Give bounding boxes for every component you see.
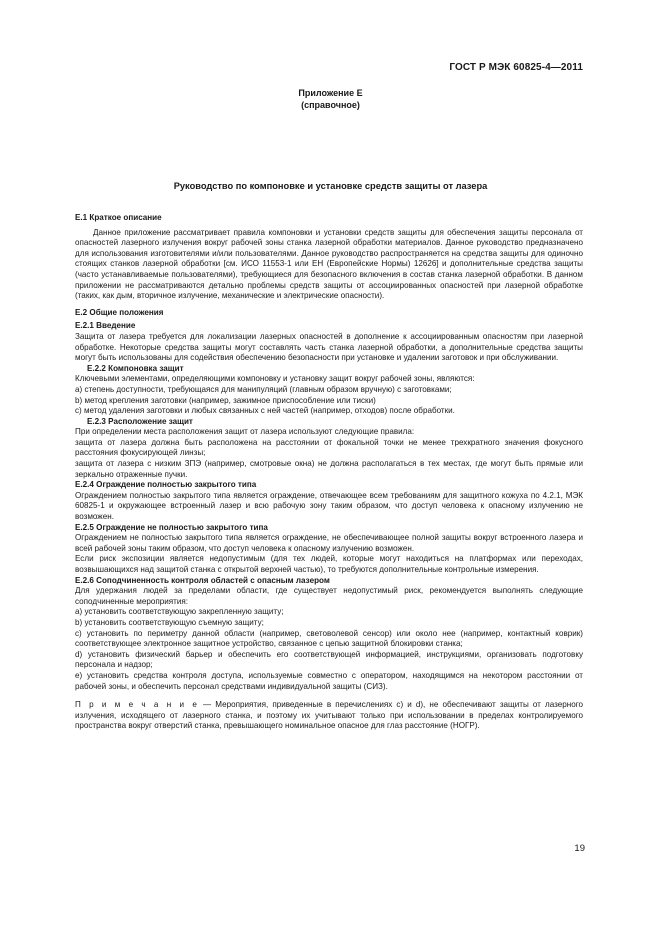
page-number: 19 [574, 843, 585, 854]
section-e2-heading: Е.2 Общие положения [75, 307, 164, 317]
section-e23-rule-2: защита от лазера с низким ЗПЭ (например, смотровые окна) не должна располагаться в тех местах, где могут быть прямые или зеркально отраженные пучки. [75, 459, 583, 479]
annex-heading [0, 88, 661, 111]
section-e23-heading: Е.2.3 Расположение защит [87, 416, 193, 426]
document-body [75, 213, 583, 732]
section-e24-text: Ограждением полностью закрытого типа является ограждение, отвечающее всем требованиям для защитного кожуха по 4.2.1, МЭК 60825-1 и окружающее встроенный лазер и всю рабочую зону таким образом, что доступ человека к опасному излучению не возможен. [75, 490, 583, 522]
section-e22-item-b: b) метод крепления заготовки (например, зажимное приспособление или тиски) [75, 395, 376, 405]
section-e22-intro: Ключевыми элементами, определяющими компоновку и установку защит вокруг рабочей зоны, являются: [75, 374, 475, 384]
section-e1-text: Данное приложение рассматривает правила компоновки и установки средств защиты для обеспечения защиты персонала от опасностей лазерного излучения вокруг рабочей зоны станка лазерной обработки материалов. Данное руководство предназначено для использования изготовителями и/или пользователями. Данное руководство распространяется на средства защиты для одиночно стоящих станков лазерной обработки [см. ИСО 11553-1 или ЕН (Европейские Нормы) 12626] и дополнительные средства защиты (часто устанавливаемые пользователями), требующиеся для безопасного включения в состав станка лазерной обработки. В данном приложении не рассматриваются детально проблемы средств защиты от ассоциированных опасностей при лазерной обработке (таких, как дым, вторичное излучение, механические и электрические опасности). [75, 227, 583, 301]
section-e23-intro: При определении места расположения защит от лазера используют следующие правила: [75, 427, 415, 437]
section-e23-rule-1: защита от лазера должна быть расположена на расстоянии от фокальной точки не менее трехкратного значения фокусного расстояния фокусирующей линзы; [75, 437, 583, 458]
section-e26-item-a: а) установить соответствующую закрепленную защиту; [75, 607, 284, 617]
section-e21-text: Защита от лазера требуется для локализации лазерных опасностей в дополнение к ассоциированным опасностям при лазерной обработке. Некоторые средства защиты могут составлять часть станка лазерной обработки, а дополнительные средства защиты могут быть использованы для содействия обеспечению безопасности при установке и удалении заготовок и при обслуживании. [75, 331, 583, 363]
section-e26-item-c: с) установить по периметру данной области (например, световолевой сенсор) или около нее (например, контактный коврик) соответствующее электронное защитное устройство, связанное с цепью защитной блокировки станка; [75, 628, 583, 649]
section-e26-heading: Е.2.6 Соподчиненность контроля областей с опасным лазером [75, 575, 330, 585]
annex-title: Приложение Е [298, 88, 363, 98]
note-label: П р и м е ч а н и е [75, 700, 199, 710]
section-e26-intro: Для удержания людей за пределами области, где существует недопустимый риск, рекомендуется выполнять следующие соподчиненные мероприятия: [75, 586, 583, 606]
section-e26-item-e: е) установить средства контроля доступа, используемые совместно с оператором, находящимся на некотором расстоянии от рабочей зоны, и обеспечить персонал средствами индивидуальной защиты (СИЗ). [75, 670, 583, 691]
document-header: ГОСТ Р МЭК 60825-4—2011 [449, 62, 583, 73]
section-e25-heading: Е.2.5 Ограждение не полностью закрытого типа [75, 522, 268, 532]
section-e1-heading: Е.1 Краткое описание [75, 213, 162, 222]
section-e22-item-a: а) степень доступности, требующаяся для манипуляций (главным образом вручную) с заготовками; [75, 384, 452, 394]
section-e22-heading: Е.2.2 Компоновка защит [87, 363, 184, 373]
section-e26-item-d: d) установить физический барьер и обеспечить его соответствующей информацией, инструкциями, организовать подготовку персонала и надзор; [75, 649, 583, 670]
annex-note: (справочное) [301, 99, 360, 110]
section-e22-item-c: с) метод удаления заготовки и любых связанных с ней частей (например, отходов) после обработки. [75, 406, 455, 416]
section-e25-text-1: Ограждением не полностью закрытого типа является ограждение, не обеспечивающее полной защиты вокруг встроенного лазера и всей рабочей зоны таким образом, что доступ человека к опасному излучению возможен. [75, 533, 583, 553]
note-text: — Мероприятия, приведенные в перечислениях с) и d), не обеспечивают защиты от лазерного излучения, исходящего от лазерного станка, и поэтому их учитывают только при использовании в пределах контролируемого пространства вокруг отверстий станка, превышающего номинальное опасное для глаз расстояние (НОГР). [75, 700, 583, 731]
section-e21-heading: Е.2.1 Введение [75, 321, 136, 331]
section-e25-text-2: Если риск экспозиции является недопустимым (для тех людей, которые могут находиться на платформах или переходах, возвышающихся над защитой станка с открытой верхней частью), то требуются дополнительные контрольные измерения. [75, 554, 583, 574]
note-paragraph [75, 700, 583, 732]
section-e26-item-b: b) установить соответствующую съемную защиту; [75, 617, 264, 627]
section-e24-heading: Е.2.4 Ограждение полностью закрытого типа [75, 480, 257, 490]
main-title: Руководство по компоновке и установке средств защиты от лазера [173, 181, 488, 191]
